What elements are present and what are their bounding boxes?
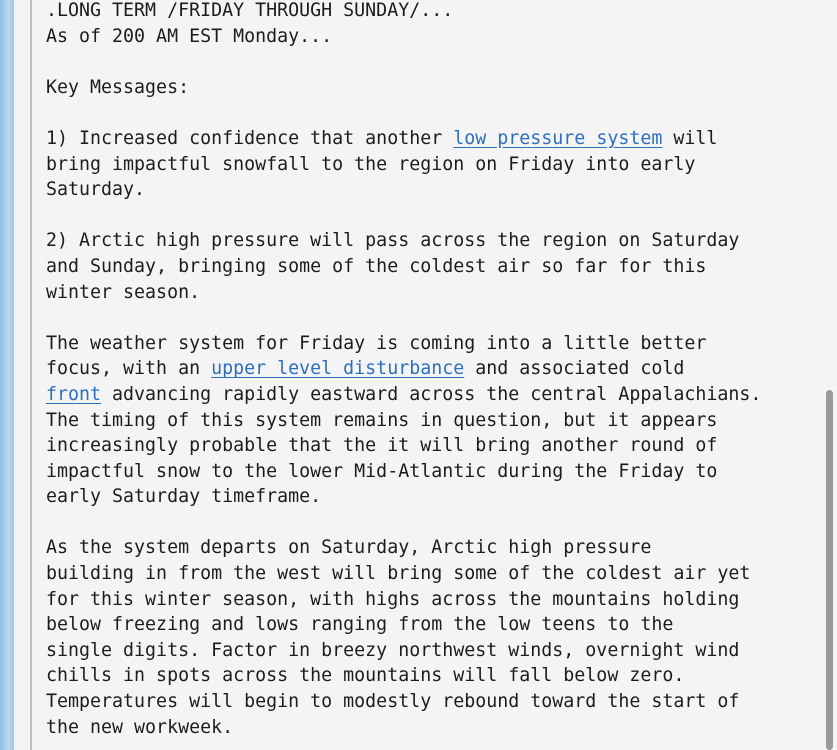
discussion-paragraph-2: As the system departs on Saturday, Arctic high pressure building in from the west will bring some of the coldest air yet for this winter season, with highs across the mountains holding below freezing and lows ranging from the low teens to the single digits. Factor in breezy northwest winds, overnight wind chills in spots across the mountains will fall below zero. Temperatures will begin to modestly rebound toward the start of the new workweek. — [46, 537, 751, 738]
low-pressure-system-link[interactable]: low pressure system — [453, 127, 663, 149]
discussion-paragraph-1: The weather system for Friday is coming into a little better focus, with an upper level disturbance and associated cold front advancing rapidly eastward across the central Appalachians. The timing of this system remains in question, but it appears increasingly probable that the it will bring another round of impactful snow to the lower Mid-Atlantic during the Friday to early Saturday timeframe. — [46, 332, 762, 508]
forecast-discussion-panel — [32, 0, 822, 750]
key-message-1: 1) Increased confidence that another low pressure system will bring impactful snowfall to the region on Friday into early Saturday. — [46, 127, 718, 201]
window-left-edge — [0, 0, 14, 750]
section-header: .LONG TERM /FRIDAY THROUGH SUNDAY/... — [46, 0, 454, 21]
front-link[interactable]: front — [46, 383, 102, 405]
upper-level-disturbance-link[interactable]: upper level disturbance — [211, 358, 465, 380]
key-messages-title: Key Messages: — [46, 76, 190, 98]
scrollbar-thumb[interactable] — [826, 390, 833, 750]
vertical-scrollbar[interactable] — [822, 0, 837, 750]
issued-time: As of 200 AM EST Monday... — [46, 25, 333, 47]
key-message-2: 2) Arctic high pressure will pass across the region on Saturday and Sunday, bringing some of the coldest air so far for this winter season. — [46, 230, 740, 303]
forecast-discussion-text — [46, 0, 761, 740]
